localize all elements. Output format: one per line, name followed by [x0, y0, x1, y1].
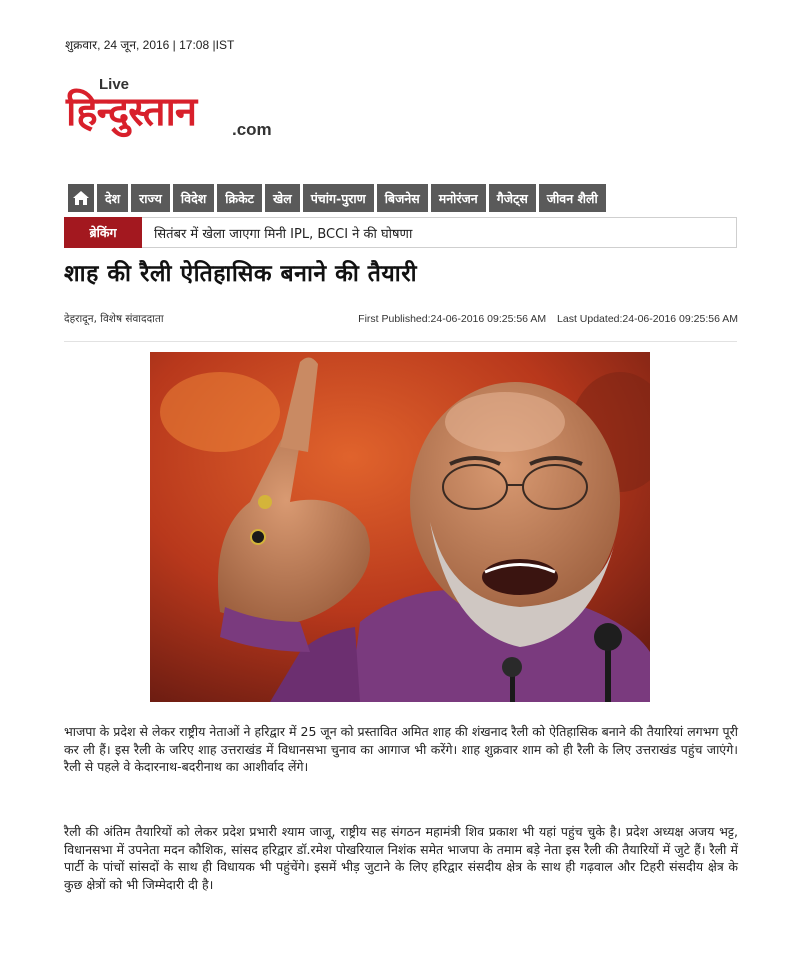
last-updated: Last Updated:24-06-2016 09:25:56 AM	[557, 313, 738, 325]
nav-item-panchang[interactable]: पंचांग-पुराण	[303, 184, 374, 212]
nav-item-cricket[interactable]: क्रिकेट	[217, 184, 262, 212]
nav-item-manoranjan[interactable]: मनोरंजन	[431, 184, 486, 212]
site-logo[interactable]	[66, 74, 296, 146]
article-title: शाह की रैली ऐतिहासिक बनाने की तैयारी	[64, 261, 418, 287]
divider	[64, 341, 737, 342]
breaking-headline-link[interactable]: सितंबर में खेला जाएगा मिनी IPL, BCCI ने की घोषणा	[154, 226, 413, 242]
nav-item-videsh[interactable]: विदेश	[173, 184, 214, 212]
article-paragraph: भाजपा के प्रदेश से लेकर राष्ट्रीय नेताओं ने हरिद्वार में 25 जून को प्रस्तावित अमित शाह की शंखनाद रैली को ऐतिहासिक बनाने की तैयारियां लगभग पूरी कर ली हैं। इस रैली के जरिए शाह उत्तराखंड में विधानसभा चुनाव का आगाज भी करेंगे। शाह शुक्रवार शाम को ही रैली के लिए उत्तराखंड पहुंच जाएंगे। रैली से पहले वे केदारनाथ-बदरीनाथ का आशीर्वाद लेंगे।	[64, 724, 738, 774]
breaking-label: ब्रेकिंग	[64, 217, 142, 248]
logo-live-text: Live	[99, 76, 130, 93]
article-byline: देहरादून, विशेष संवाददाता	[64, 313, 164, 325]
nav-item-khel[interactable]: खेल	[265, 184, 300, 212]
breaking-news-bar	[64, 217, 737, 248]
nav-home-button[interactable]	[68, 184, 94, 212]
home-icon	[72, 190, 90, 206]
main-nav	[68, 184, 738, 212]
article-photo	[150, 352, 650, 702]
first-published: First Published:24-06-2016 09:25:56 AM	[358, 313, 547, 325]
article-photo-illustration	[150, 352, 650, 702]
nav-item-gadgets[interactable]: गैजेट्स	[489, 184, 536, 212]
nav-item-desh[interactable]: देश	[97, 184, 128, 212]
nav-item-jeevan-shaili[interactable]: जीवन शैली	[539, 184, 606, 212]
article-paragraph: रैली की अंतिम तैयारियों को लेकर प्रदेश प्रभारी श्याम जाजू, राष्ट्रीय सह संगठन महामंत्री शिव प्रकाश भी यहां पहुंच चुके है। प्रदेश अध्यक्ष अजय भट्ट, विधानसभा में उपनेता मदन कौशिक, सांसद हरिद्वार डॉ.रमेश पोखरियाल निशंक समेत भाजपा के तमाम बड़े नेता इस रैली की तैयारियों में जुटे हैं। रैली में पार्टी के पांचों सांसदों के साथ ही विधायक भी पहुंचेंगे। इसमें भीड़ जुटाने के लिए हरिद्वार संसदीय क्षेत्र के साथ ही गढ़वाल और टिहरी संसदीय क्षेत्र के कुछ क्षेत्रों को भी जिम्मेदारी दी है।	[64, 824, 738, 892]
nav-item-rajya[interactable]: राज्य	[131, 184, 170, 212]
nav-item-business[interactable]: बिजनेस	[377, 184, 428, 212]
logo-brand-name: हिन्दुस्तान	[66, 89, 197, 135]
logo-suffix: .com	[232, 120, 272, 139]
dateline: शुक्रवार, 24 जून, 2016 | 17:08 |IST	[65, 38, 235, 52]
